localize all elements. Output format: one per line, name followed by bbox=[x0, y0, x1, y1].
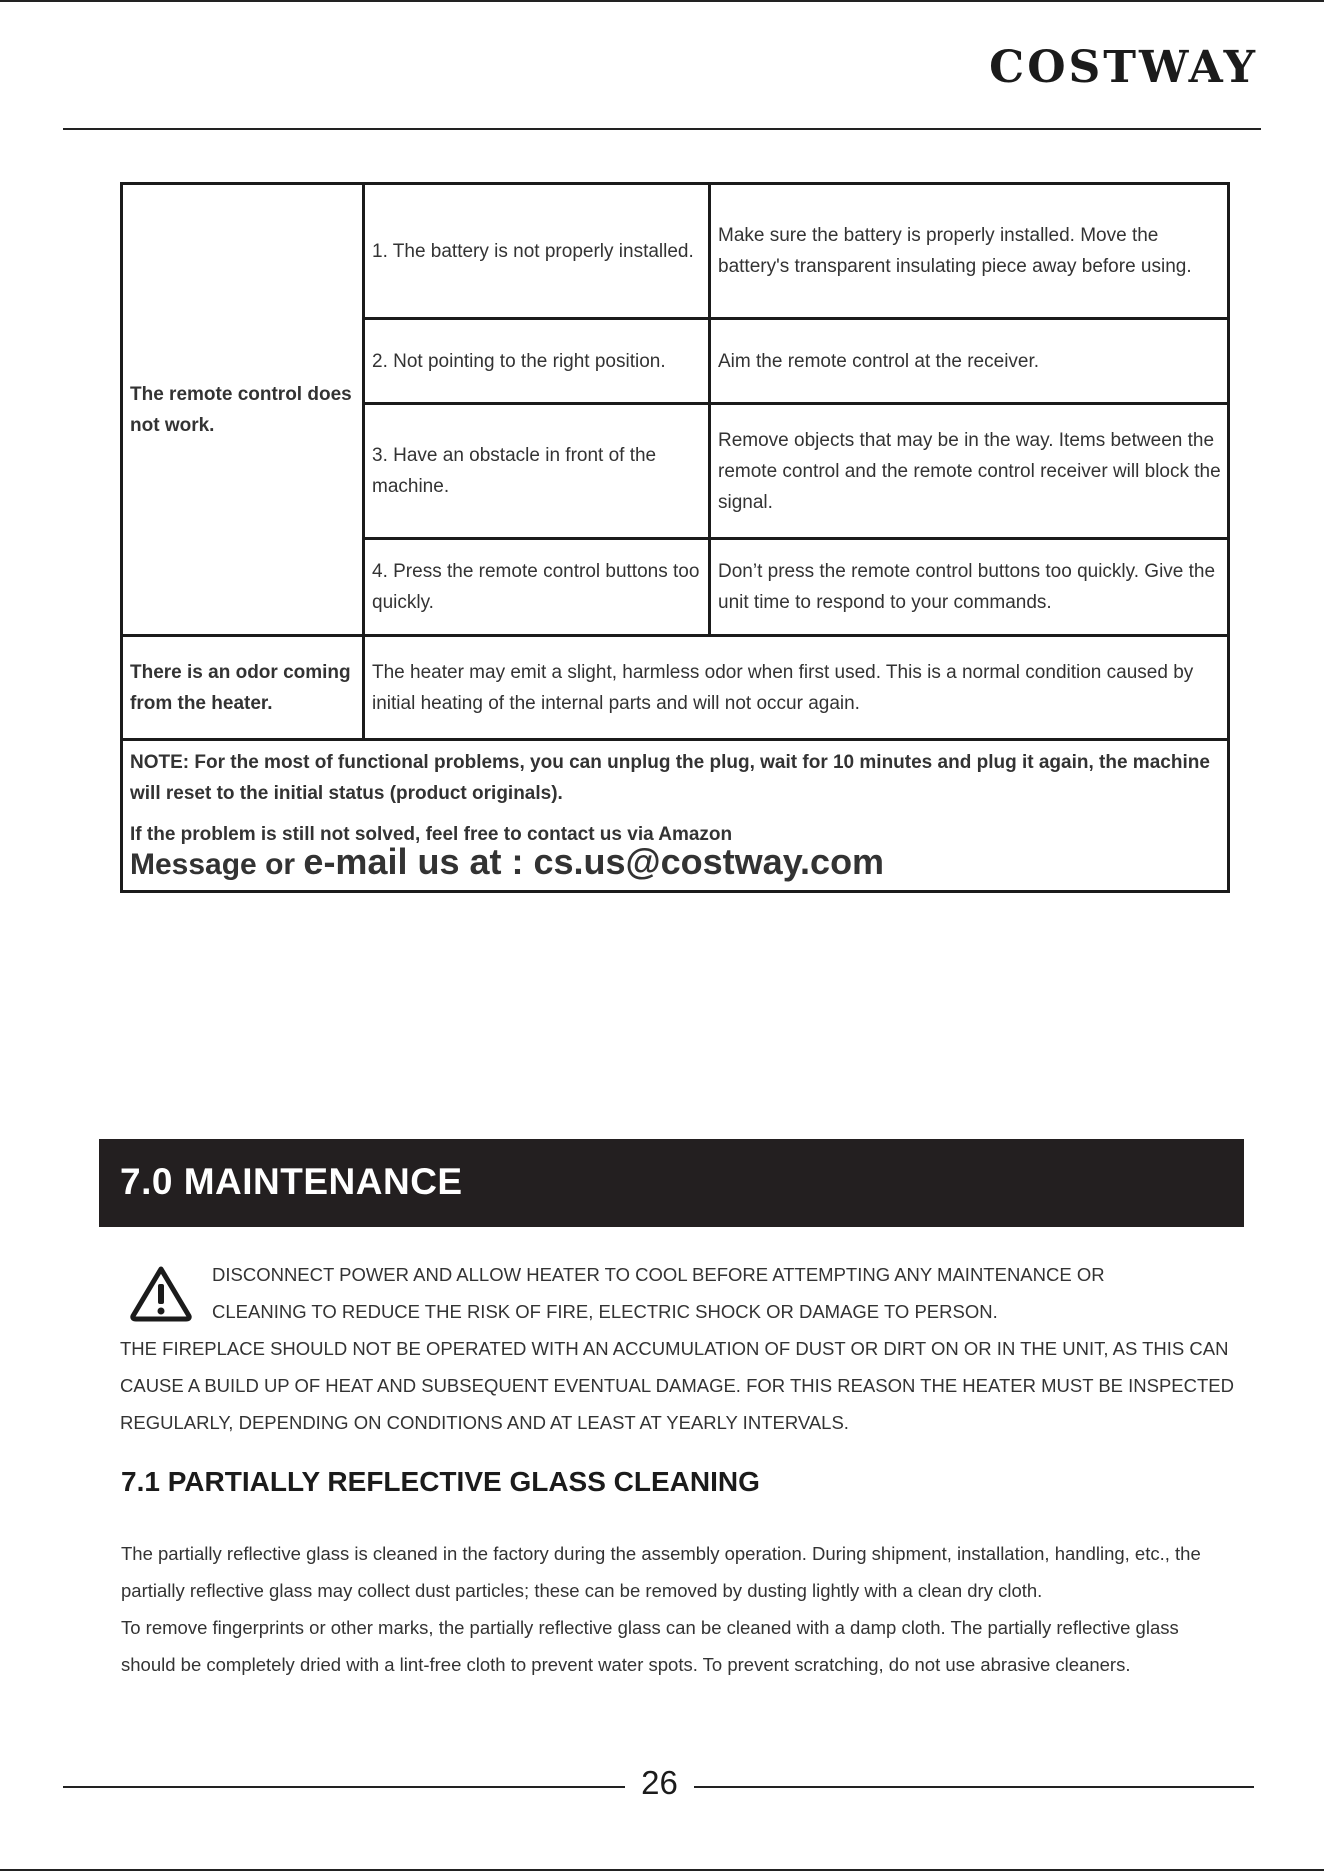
cause-cell: 4. Press the remote control buttons too quickly. bbox=[364, 539, 710, 636]
cause-cell: 2. Not pointing to the right position. bbox=[364, 319, 710, 404]
solution-cell: The heater may emit a slight, harmless odor when first used. This is a normal condition caused by initial heating of the internal parts and will not occur again. bbox=[364, 636, 1229, 740]
page-number: 26 bbox=[641, 1764, 678, 1801]
warning-body: THE FIREPLACE SHOULD NOT BE OPERATED WITH AN ACCUMULATION OF DUST OR DIRT ON OR IN THE UNIT, AS THIS CAN CAUSE A BUILD UP OF HEAT AND SUBSEQUENT EVENTUAL DAMAGE. FOR THIS REASON THE HEATER MUST BE INSPECTED REGULARLY, DEPENDING ON CONDITIONS AND AT LEAST AT YEARLY INTERVALS. bbox=[120, 1338, 1235, 1433]
brand-logo: COSTWAY bbox=[989, 42, 1258, 93]
contact-email: e-mail us at : cs.us@costway.com bbox=[303, 841, 885, 882]
table-row bbox=[122, 184, 1229, 319]
troubleshooting-table bbox=[120, 182, 1230, 893]
table-row bbox=[122, 740, 1229, 892]
note-contact-text: If the problem is still not solved, feel free to contact us via Amazon bbox=[130, 824, 733, 845]
warning-line-2: CLEANING TO REDUCE THE RISK OF FIRE, ELECTRIC SHOCK OR DAMAGE TO PERSON. bbox=[212, 1301, 998, 1322]
page-top-border bbox=[0, 0, 1324, 2]
message-prefix: Message or bbox=[130, 848, 304, 881]
note-text: NOTE: For the most of functional problems, you can unplug the plug, wait for 10 minutes and plug it again, the machine will reset to the initial status (product originals). bbox=[130, 752, 1210, 804]
solution-cell: Remove objects that may be in the way. Items between the remote control and the remote control receiver will block the signal. bbox=[710, 404, 1229, 539]
problem-odor: There is an odor coming from the heater. bbox=[122, 636, 364, 740]
maintenance-warning bbox=[120, 1256, 1240, 1441]
table-row bbox=[122, 636, 1229, 740]
solution-cell: Don’t press the remote control buttons too quickly. Give the unit time to respond to your commands. bbox=[710, 539, 1229, 636]
header-rule bbox=[63, 128, 1261, 130]
solution-cell: Make sure the battery is properly installed. Move the battery's transparent insulating piece away before using. bbox=[710, 184, 1229, 319]
section-title: 7.0 MAINTENANCE bbox=[120, 1161, 463, 1202]
cause-cell: 1. The battery is not properly installed. bbox=[364, 184, 710, 319]
page-bottom-border bbox=[0, 1869, 1324, 1871]
problem-remote: The remote control does not work. bbox=[122, 184, 364, 636]
note-cell bbox=[122, 740, 1229, 892]
paragraph: To remove fingerprints or other marks, the partially reflective glass can be cleaned with a damp cloth. The partially reflective glass should be completely dried with a lint-free cloth to prevent water spots. To prevent scratching, do not use abrasive cleaners. bbox=[121, 1617, 1179, 1675]
footer-rule-left bbox=[63, 1786, 625, 1788]
solution-cell: Aim the remote control at the receiver. bbox=[710, 319, 1229, 404]
warning-triangle-icon bbox=[128, 1264, 194, 1322]
glass-cleaning-body bbox=[121, 1535, 1231, 1683]
paragraph: The partially reflective glass is cleaned in the factory during the assembly operation. During shipment, installation, handling, etc., the partially reflective glass may collect dust particles; these can be removed by dusting lightly with a clean dry cloth. bbox=[121, 1543, 1201, 1601]
maintenance-section-header bbox=[99, 1139, 1244, 1227]
footer-rule-right bbox=[694, 1786, 1254, 1788]
cause-cell: 3. Have an obstacle in front of the machine. bbox=[364, 404, 710, 539]
glass-cleaning-heading: 7.1 PARTIALLY REFLECTIVE GLASS CLEANING bbox=[121, 1466, 760, 1497]
warning-line-1: DISCONNECT POWER AND ALLOW HEATER TO COOL BEFORE ATTEMPTING ANY MAINTENANCE OR bbox=[212, 1264, 1105, 1285]
